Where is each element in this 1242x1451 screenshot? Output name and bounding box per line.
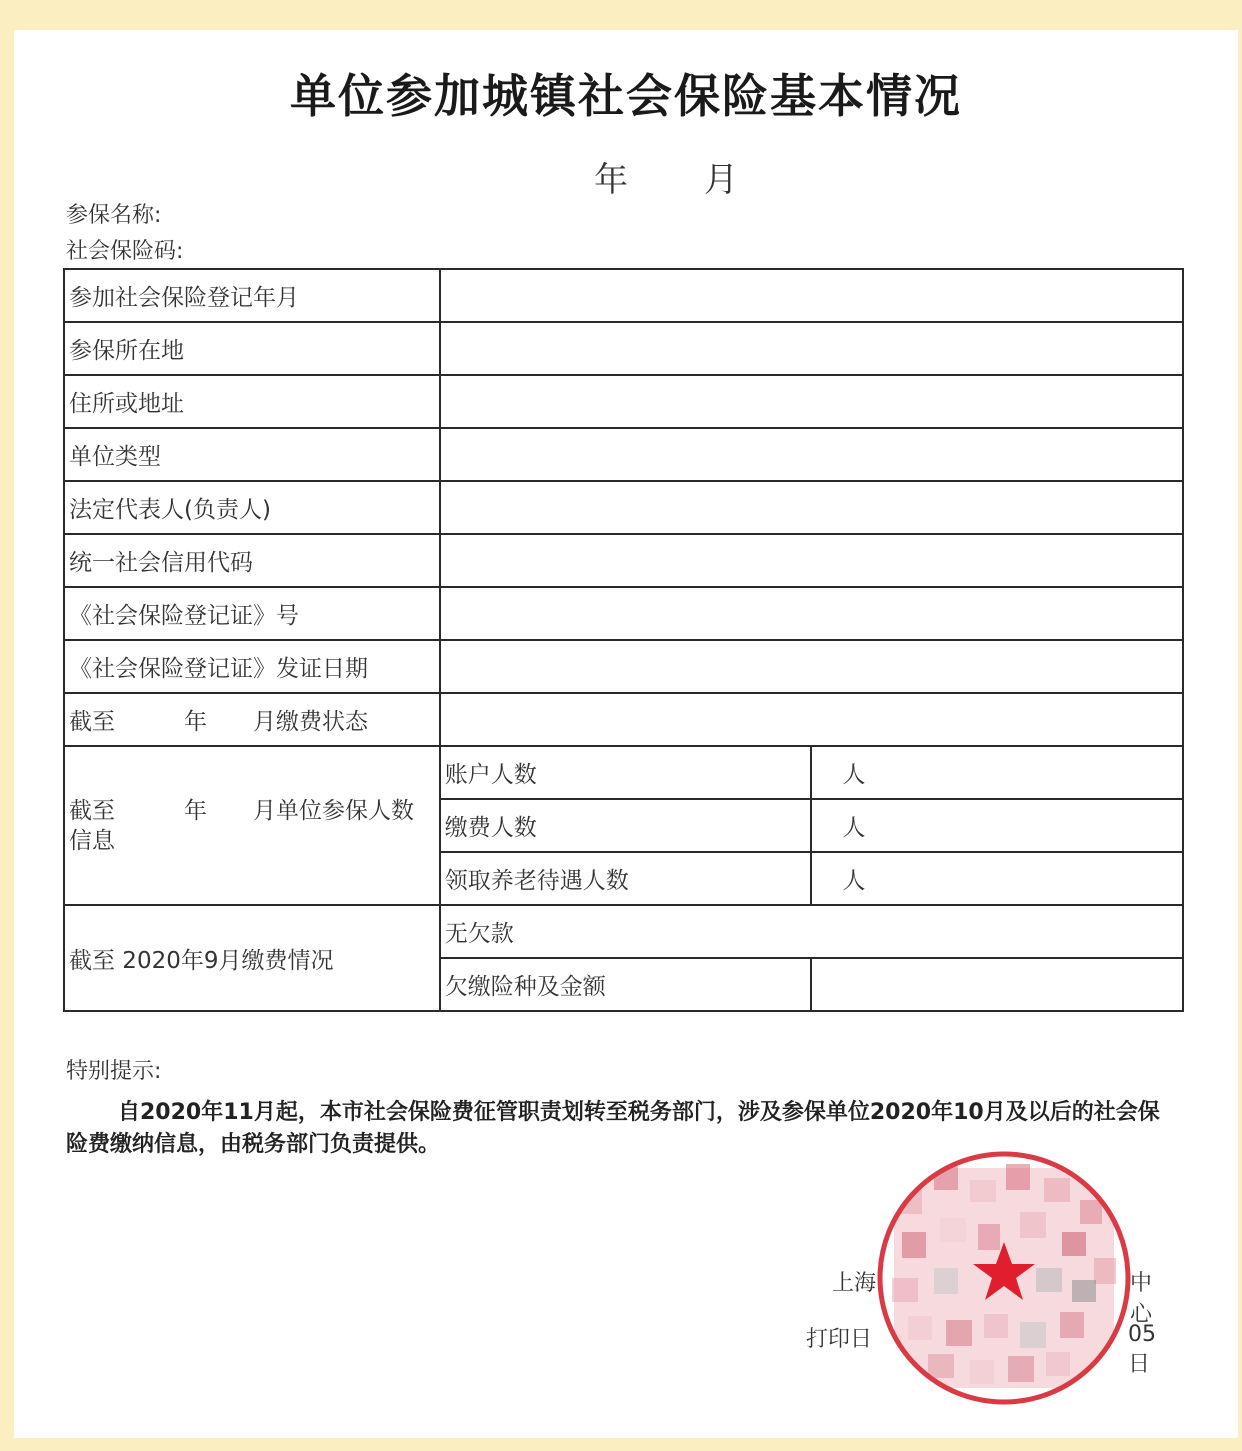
row-label: 《社会保险登记证》号 — [64, 587, 440, 640]
table-row — [64, 375, 1183, 428]
row-value — [440, 269, 1183, 322]
headcount-unit: 人 — [811, 799, 1183, 852]
row-value — [440, 640, 1183, 693]
table-row — [64, 269, 1183, 322]
payment-block-label: 截至 2020年9月缴费情况 — [64, 905, 440, 1011]
print-date-prefix: 打印日 — [806, 1327, 873, 1352]
table-row — [64, 640, 1183, 693]
year-month-line — [594, 152, 738, 201]
issuer-suffix: 中心 — [1130, 1271, 1153, 1327]
print-date-line — [806, 1322, 1156, 1377]
table-row — [64, 905, 1183, 958]
headcount-label: 领取养老待遇人数 — [440, 852, 812, 905]
document-title: 单位参加城镇社会保险基本情况 — [290, 69, 962, 123]
headcount-unit: 人 — [811, 852, 1183, 905]
insured-name-label: 参保名称: — [66, 203, 162, 228]
table-row — [64, 534, 1183, 587]
year-label: 年 — [594, 160, 628, 200]
table-row — [64, 693, 1183, 746]
row-value — [440, 587, 1183, 640]
row-label: 参保所在地 — [64, 322, 440, 375]
issuer-prefix: 上海 — [832, 1271, 877, 1296]
issuer-line — [832, 1266, 1153, 1327]
row-value — [440, 375, 1183, 428]
print-date-suffix: 05日 — [1128, 1322, 1156, 1377]
row-label: 《社会保险登记证》发证日期 — [64, 640, 440, 693]
row-value — [440, 693, 1183, 746]
row-label: 统一社会信用代码 — [64, 534, 440, 587]
row-value — [440, 534, 1183, 587]
notice-heading: 特别提示: — [66, 1059, 162, 1084]
row-value — [440, 428, 1183, 481]
seal-mosaic — [892, 1164, 1116, 1388]
row-label: 单位类型 — [64, 428, 440, 481]
table-row — [64, 481, 1183, 534]
month-label: 月 — [704, 160, 738, 200]
row-value — [440, 481, 1183, 534]
official-seal — [874, 1148, 1134, 1408]
social-insurance-code-label: 社会保险码: — [66, 239, 184, 264]
row-label: 法定代表人(负责人) — [64, 481, 440, 534]
row-label: 住所或地址 — [64, 375, 440, 428]
headcount-block-label: 截至 年 月单位参保人数信息 — [64, 746, 440, 905]
no-arrears-status: 无欠款 — [440, 905, 1183, 958]
headcount-unit: 人 — [811, 746, 1183, 799]
headcount-label: 账户人数 — [440, 746, 812, 799]
table-row — [64, 322, 1183, 375]
row-label: 参加社会保险登记年月 — [64, 269, 440, 322]
table-row — [64, 428, 1183, 481]
row-value — [440, 322, 1183, 375]
arrears-value — [811, 958, 1183, 1011]
info-table — [63, 268, 1184, 1012]
notice-body: 自2020年11月起，本市社会保险费征管职责划转至税务部门，涉及参保单位2020年10月及以后的社会保险费缴纳信息，由税务部门负责提供。 — [66, 1100, 1160, 1157]
table-row — [64, 587, 1183, 640]
table-row — [64, 746, 1183, 799]
headcount-label: 缴费人数 — [440, 799, 812, 852]
row-label: 截至 年 月缴费状态 — [64, 693, 440, 746]
arrears-label: 欠缴险种及金额 — [440, 958, 812, 1011]
